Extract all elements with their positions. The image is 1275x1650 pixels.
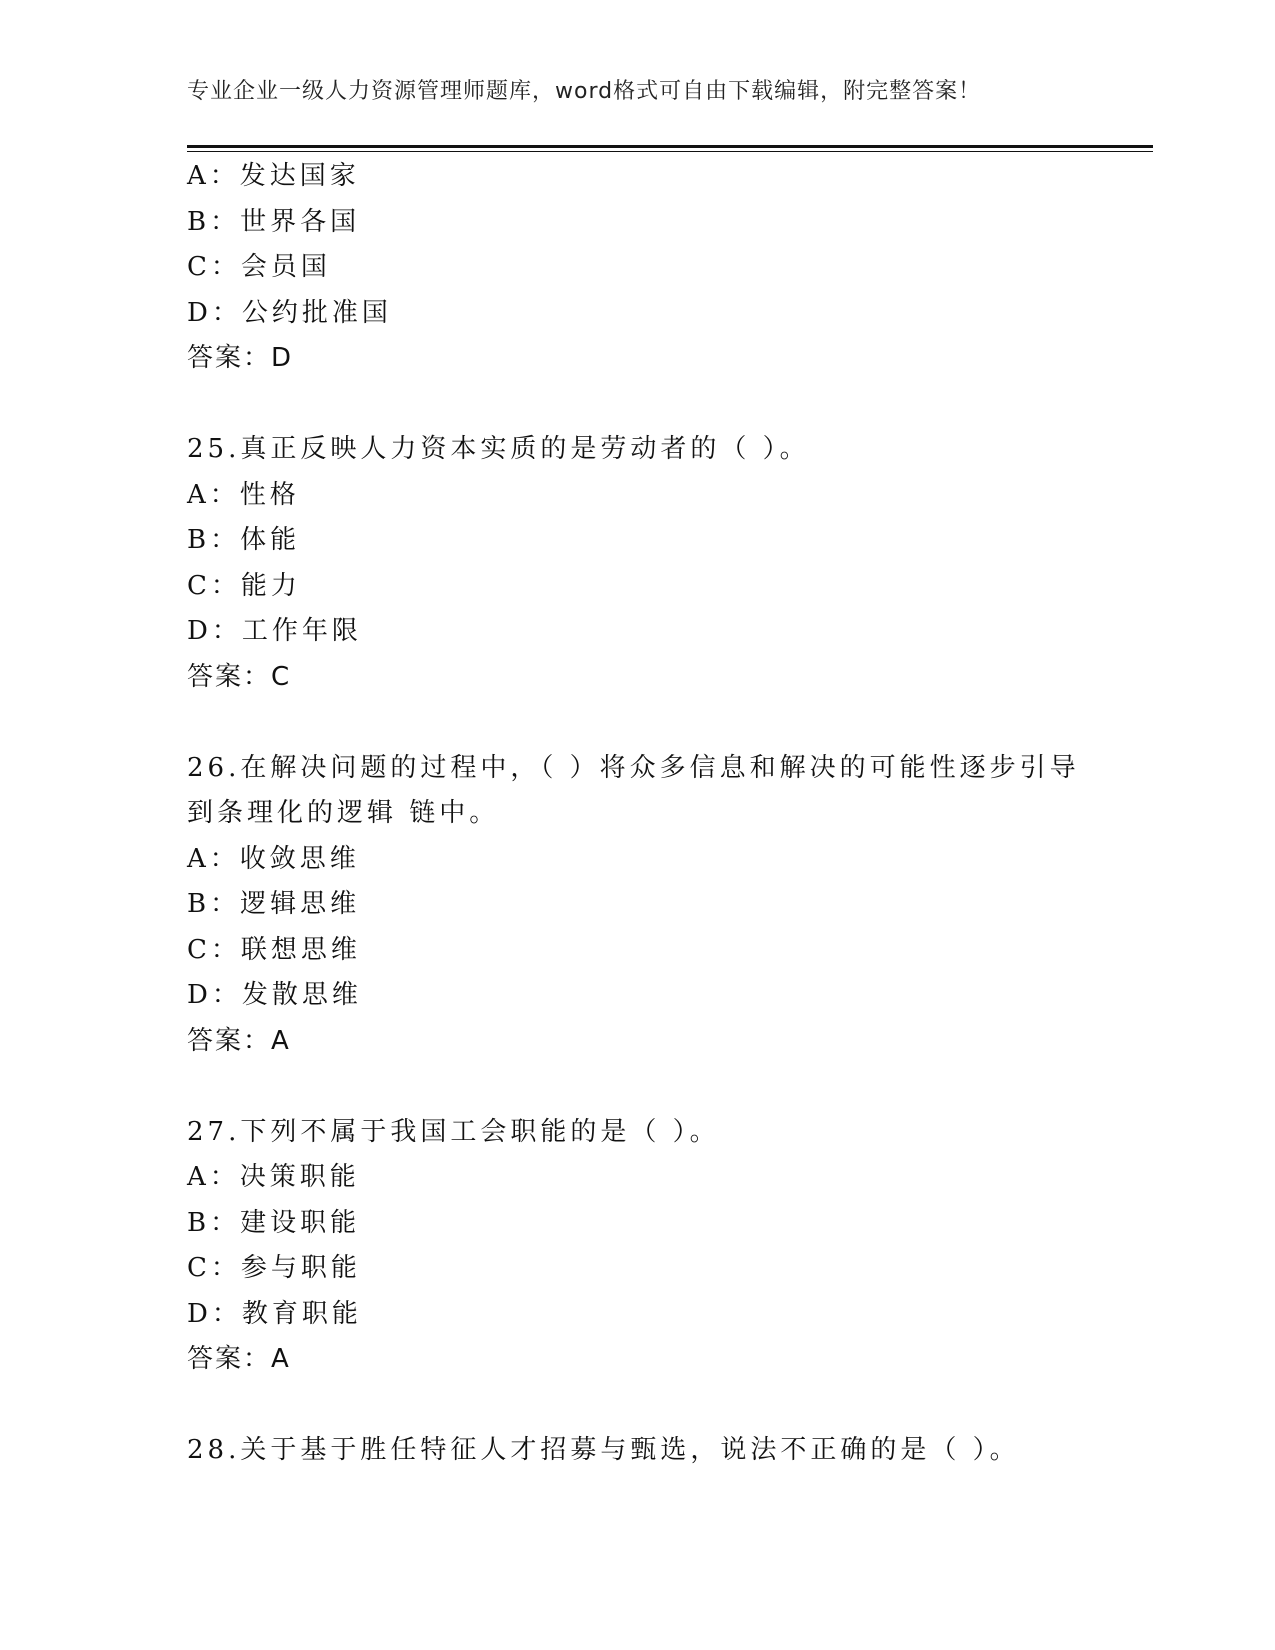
header-rule-thin <box>187 151 1153 152</box>
option-c: C：联想思维 <box>187 934 361 965</box>
option-a: A：性格 <box>187 479 300 510</box>
answer: 答案：C <box>187 661 292 692</box>
question-stem: 25.真正反映人力资本实质的是劳动者的（ ）。 <box>187 434 810 464</box>
answer: 答案：A <box>187 1344 291 1374</box>
page-header: 专业企业一级人力资源管理师题库，word格式可自由下载编辑，附完整答案！ <box>187 79 982 104</box>
question-stem-line-1: 26.在解决问题的过程中，（ ）将众多信息和解决的可能性逐步引导 <box>187 752 1080 783</box>
question-stem: 28.关于基于胜任特征人才招募与甄选，说法不正确的是（ ）。 <box>187 1435 1020 1465</box>
option-d: D：教育职能 <box>187 1298 362 1329</box>
answer: 答案：D <box>187 343 294 373</box>
option-c: C：参与职能 <box>187 1253 361 1283</box>
option-b: B：逻辑思维 <box>187 889 361 919</box>
header-rule-thick <box>187 145 1153 148</box>
option-b: B：世界各国 <box>187 206 361 237</box>
option-b: B：体能 <box>187 525 301 555</box>
option-d: D：公约批准国 <box>187 297 392 328</box>
option-d: D：工作年限 <box>187 616 362 646</box>
option-a: A：决策职能 <box>187 1162 360 1192</box>
option-c: C：会员国 <box>187 252 331 282</box>
answer: 答案：A <box>187 1025 291 1056</box>
option-d: D：发散思维 <box>187 980 362 1010</box>
option-a: A：收敛思维 <box>187 843 360 874</box>
option-c: C：能力 <box>187 570 301 601</box>
question-stem: 27.下列不属于我国工会职能的是（ ）。 <box>187 1116 720 1147</box>
question-list <box>187 154 1107 1474</box>
option-b: B：建设职能 <box>187 1207 361 1238</box>
question-stem-line-2: 到条理化的逻辑 链中。 <box>187 798 500 828</box>
option-a: A：发达国家 <box>187 161 360 191</box>
